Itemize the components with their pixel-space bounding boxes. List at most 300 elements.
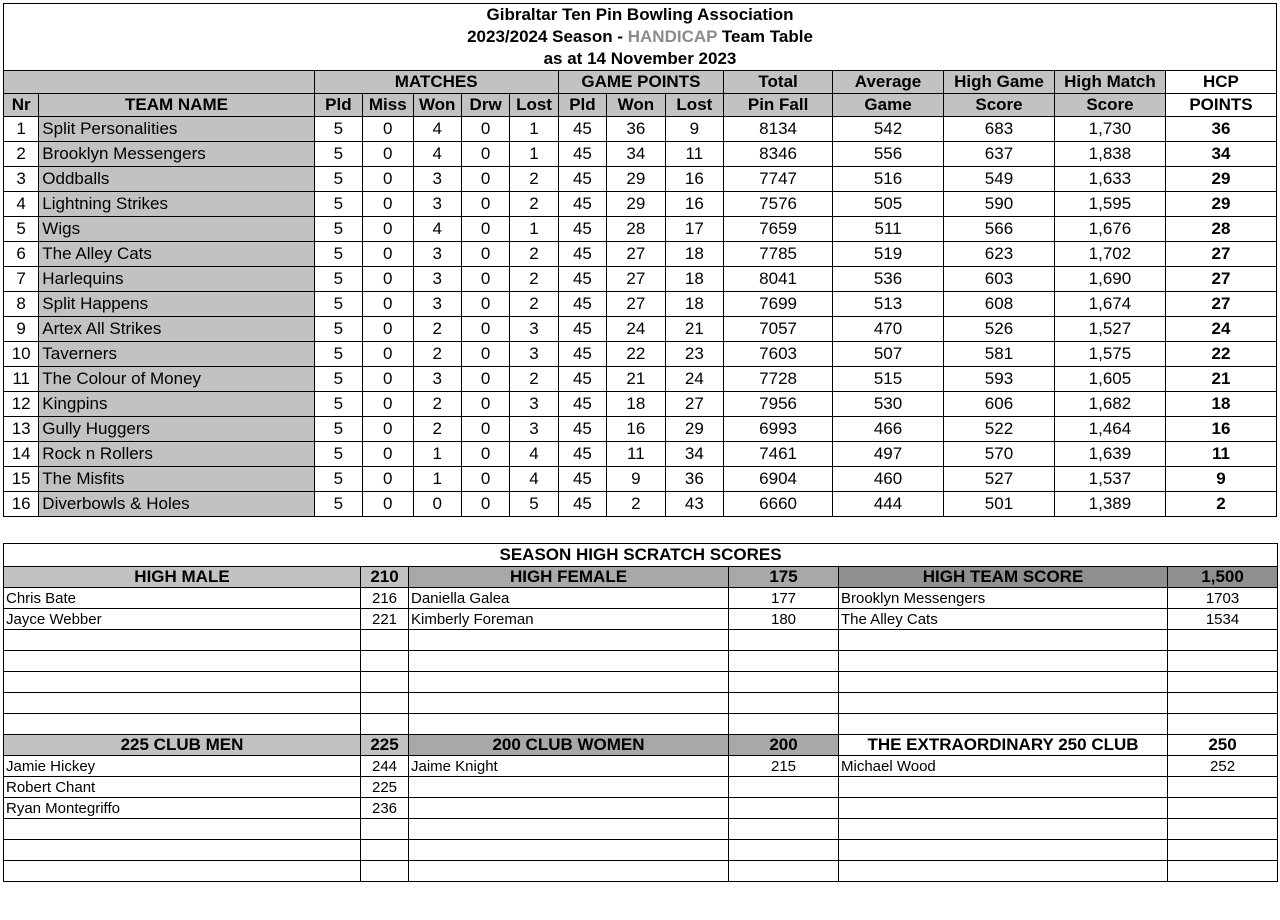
won-cell: 2 — [413, 392, 461, 417]
team-score-cell — [1168, 693, 1278, 714]
female-name-cell: Jaime Knight — [409, 756, 729, 777]
rank-cell: 10 — [4, 342, 39, 367]
team-name-cell — [839, 672, 1168, 693]
rank-cell: 16 — [4, 492, 39, 517]
gp-lost-cell: 23 — [665, 342, 724, 367]
won-cell: 1 — [413, 467, 461, 492]
lost-cell: 2 — [510, 367, 558, 392]
handicap-highlight: HANDICAP — [627, 27, 718, 46]
female-score-cell — [729, 630, 839, 651]
table-row — [4, 242, 1277, 267]
team-name-cell: The Misfits — [39, 467, 314, 492]
team-score-cell — [1168, 840, 1278, 861]
average-cell: 556 — [833, 142, 944, 167]
drw-cell: 0 — [461, 317, 509, 342]
lost-cell: 2 — [510, 267, 558, 292]
hcp-points-cell: 24 — [1165, 317, 1276, 342]
rank-cell: 11 — [4, 367, 39, 392]
team-score-cell — [1168, 672, 1278, 693]
hcp-points-cell: 2 — [1165, 492, 1276, 517]
high-game-cell: 590 — [944, 192, 1055, 217]
drw-cell: 0 — [461, 417, 509, 442]
table-row — [4, 367, 1277, 392]
male-name-cell: Jamie Hickey — [4, 756, 361, 777]
pin-fall-cell: 7785 — [724, 242, 833, 267]
list-item — [4, 630, 1278, 651]
gp-won-cell: 22 — [607, 342, 666, 367]
gp-lost-cell: 9 — [665, 117, 724, 142]
high-match-cell: 1,682 — [1054, 392, 1165, 417]
miss-cell: 0 — [363, 117, 413, 142]
pin-fall-cell: 7728 — [724, 367, 833, 392]
high-team-threshold: 1,500 — [1168, 567, 1278, 588]
lost-cell: 1 — [510, 117, 558, 142]
male-name-cell — [4, 630, 361, 651]
header-total: Total — [724, 71, 833, 94]
list-item — [4, 840, 1278, 861]
header-hcp: HCP — [1165, 71, 1276, 94]
team-name-cell — [839, 861, 1168, 882]
list-item — [4, 777, 1278, 798]
male-score-cell — [361, 630, 409, 651]
team-score-cell: 1703 — [1168, 588, 1278, 609]
scratch-title: SEASON HIGH SCRATCH SCORES — [4, 544, 1278, 567]
average-cell: 511 — [833, 217, 944, 242]
male-score-cell — [361, 693, 409, 714]
high-male-threshold: 210 — [361, 567, 409, 588]
team-name-cell: Oddballs — [39, 167, 314, 192]
team-score-cell — [1168, 861, 1278, 882]
gp-lost-cell: 43 — [665, 492, 724, 517]
male-name-cell — [4, 672, 361, 693]
gp-won-cell: 18 — [607, 392, 666, 417]
header-game: Game — [833, 94, 944, 117]
gp-won-cell: 27 — [607, 292, 666, 317]
rank-cell: 6 — [4, 242, 39, 267]
pld-cell: 5 — [314, 192, 362, 217]
header-nr: Nr — [4, 94, 39, 117]
miss-cell: 0 — [363, 342, 413, 367]
list-item — [4, 714, 1278, 735]
team-name-cell: Lightning Strikes — [39, 192, 314, 217]
average-cell: 513 — [833, 292, 944, 317]
table-row — [4, 142, 1277, 167]
drw-cell: 0 — [461, 367, 509, 392]
gp-lost-cell: 36 — [665, 467, 724, 492]
average-cell: 542 — [833, 117, 944, 142]
gp-pld-cell: 45 — [558, 392, 606, 417]
pld-cell: 5 — [314, 317, 362, 342]
table-title: Gibraltar Ten Pin Bowling Association — [4, 4, 1277, 27]
male-score-cell — [361, 651, 409, 672]
won-cell: 0 — [413, 492, 461, 517]
miss-cell: 0 — [363, 267, 413, 292]
team-name-cell — [839, 651, 1168, 672]
table-row — [4, 192, 1277, 217]
gp-won-cell: 27 — [607, 267, 666, 292]
miss-cell: 0 — [363, 367, 413, 392]
won-cell: 2 — [413, 417, 461, 442]
male-name-cell: Chris Bate — [4, 588, 361, 609]
gp-lost-cell: 16 — [665, 192, 724, 217]
gp-won-cell: 27 — [607, 242, 666, 267]
miss-cell: 0 — [363, 492, 413, 517]
gp-won-cell: 34 — [607, 142, 666, 167]
pld-cell: 5 — [314, 142, 362, 167]
team-score-cell — [1168, 819, 1278, 840]
male-score-cell — [361, 861, 409, 882]
high-match-cell: 1,690 — [1054, 267, 1165, 292]
female-score-cell — [729, 651, 839, 672]
drw-cell: 0 — [461, 167, 509, 192]
table-row — [4, 392, 1277, 417]
gp-lost-cell: 17 — [665, 217, 724, 242]
female-score-cell — [729, 714, 839, 735]
male-name-cell — [4, 840, 361, 861]
miss-cell: 0 — [363, 317, 413, 342]
gp-lost-cell: 18 — [665, 292, 724, 317]
team-score-cell: 1534 — [1168, 609, 1278, 630]
scratch-scores-table — [3, 543, 1278, 882]
high-match-cell: 1,674 — [1054, 292, 1165, 317]
header-score: Score — [944, 94, 1055, 117]
header-pin-fall: Pin Fall — [724, 94, 833, 117]
gp-pld-cell: 45 — [558, 267, 606, 292]
male-name-cell — [4, 651, 361, 672]
hcp-points-cell: 29 — [1165, 167, 1276, 192]
hcp-points-cell: 11 — [1165, 442, 1276, 467]
miss-cell: 0 — [363, 417, 413, 442]
team-name-cell: Split Happens — [39, 292, 314, 317]
female-name-cell — [409, 777, 729, 798]
gp-lost-cell: 21 — [665, 317, 724, 342]
won-cell: 2 — [413, 342, 461, 367]
female-score-cell — [729, 819, 839, 840]
rank-cell: 3 — [4, 167, 39, 192]
high-match-cell: 1,575 — [1054, 342, 1165, 367]
high-match-cell: 1,595 — [1054, 192, 1165, 217]
pld-cell: 5 — [314, 242, 362, 267]
team-score-cell — [1168, 651, 1278, 672]
pin-fall-cell: 7057 — [724, 317, 833, 342]
club-men-header: 225 CLUB MEN — [4, 735, 361, 756]
high-female-threshold: 175 — [729, 567, 839, 588]
hcp-points-cell: 16 — [1165, 417, 1276, 442]
miss-cell: 0 — [363, 142, 413, 167]
male-score-cell: 221 — [361, 609, 409, 630]
team-name-cell — [839, 693, 1168, 714]
drw-cell: 0 — [461, 442, 509, 467]
team-name-cell: The Alley Cats — [839, 609, 1168, 630]
hcp-points-cell: 22 — [1165, 342, 1276, 367]
pin-fall-cell: 6660 — [724, 492, 833, 517]
drw-cell: 0 — [461, 392, 509, 417]
male-name-cell: Jayce Webber — [4, 609, 361, 630]
header-gp-won: Won — [607, 94, 666, 117]
gp-won-cell: 29 — [607, 167, 666, 192]
high-game-cell: 603 — [944, 267, 1055, 292]
header-score-2: Score — [1054, 94, 1165, 117]
header-won: Won — [413, 94, 461, 117]
team-name-cell: The Alley Cats — [39, 242, 314, 267]
drw-cell: 0 — [461, 492, 509, 517]
team-name-cell: Artex All Strikes — [39, 317, 314, 342]
high-match-cell: 1,537 — [1054, 467, 1165, 492]
pld-cell: 5 — [314, 442, 362, 467]
female-name-cell — [409, 840, 729, 861]
pin-fall-cell: 7659 — [724, 217, 833, 242]
female-score-cell — [729, 798, 839, 819]
team-name-cell: Michael Wood — [839, 756, 1168, 777]
won-cell: 3 — [413, 242, 461, 267]
team-name-cell — [839, 777, 1168, 798]
list-item — [4, 672, 1278, 693]
lost-cell: 2 — [510, 292, 558, 317]
female-score-cell — [729, 840, 839, 861]
average-cell: 444 — [833, 492, 944, 517]
average-cell: 536 — [833, 267, 944, 292]
female-score-cell: 215 — [729, 756, 839, 777]
gp-won-cell: 11 — [607, 442, 666, 467]
list-item — [4, 756, 1278, 777]
male-score-cell: 216 — [361, 588, 409, 609]
won-cell: 1 — [413, 442, 461, 467]
pld-cell: 5 — [314, 167, 362, 192]
list-item — [4, 609, 1278, 630]
team-name-cell: Diverbowls & Holes — [39, 492, 314, 517]
gp-lost-cell: 16 — [665, 167, 724, 192]
gp-pld-cell: 45 — [558, 317, 606, 342]
gp-won-cell: 29 — [607, 192, 666, 217]
high-match-cell: 1,464 — [1054, 417, 1165, 442]
male-score-cell: 236 — [361, 798, 409, 819]
lost-cell: 3 — [510, 417, 558, 442]
hcp-points-cell: 27 — [1165, 292, 1276, 317]
club-250-threshold: 250 — [1168, 735, 1278, 756]
header-average: Average — [833, 71, 944, 94]
header-lost: Lost — [510, 94, 558, 117]
pin-fall-cell: 7461 — [724, 442, 833, 467]
male-score-cell: 225 — [361, 777, 409, 798]
rank-cell: 12 — [4, 392, 39, 417]
gp-lost-cell: 27 — [665, 392, 724, 417]
male-name-cell — [4, 693, 361, 714]
hcp-points-cell: 27 — [1165, 242, 1276, 267]
gp-pld-cell: 45 — [558, 467, 606, 492]
team-name-cell: Kingpins — [39, 392, 314, 417]
lost-cell: 2 — [510, 242, 558, 267]
won-cell: 4 — [413, 217, 461, 242]
average-cell: 497 — [833, 442, 944, 467]
team-name-cell: The Colour of Money — [39, 367, 314, 392]
female-score-cell — [729, 672, 839, 693]
rank-cell: 2 — [4, 142, 39, 167]
drw-cell: 0 — [461, 267, 509, 292]
club-men-threshold: 225 — [361, 735, 409, 756]
table-row — [4, 467, 1277, 492]
table-row — [4, 217, 1277, 242]
male-name-cell — [4, 714, 361, 735]
female-name-cell: Kimberly Foreman — [409, 609, 729, 630]
league-table — [3, 3, 1277, 517]
female-name-cell: Daniella Galea — [409, 588, 729, 609]
hcp-points-cell: 36 — [1165, 117, 1276, 142]
pin-fall-cell: 6993 — [724, 417, 833, 442]
header-team-name: TEAM NAME — [39, 94, 314, 117]
list-item — [4, 798, 1278, 819]
pld-cell: 5 — [314, 392, 362, 417]
gp-won-cell: 21 — [607, 367, 666, 392]
gp-won-cell: 28 — [607, 217, 666, 242]
rank-cell: 7 — [4, 267, 39, 292]
gp-pld-cell: 45 — [558, 242, 606, 267]
team-name-cell: Rock n Rollers — [39, 442, 314, 467]
table-row — [4, 342, 1277, 367]
hcp-points-cell: 34 — [1165, 142, 1276, 167]
team-name-cell — [839, 630, 1168, 651]
gp-pld-cell: 45 — [558, 142, 606, 167]
table-row — [4, 267, 1277, 292]
lost-cell: 3 — [510, 342, 558, 367]
drw-cell: 0 — [461, 217, 509, 242]
high-game-cell: 593 — [944, 367, 1055, 392]
male-score-cell — [361, 714, 409, 735]
miss-cell: 0 — [363, 242, 413, 267]
header-spacer — [4, 71, 315, 94]
gp-won-cell: 16 — [607, 417, 666, 442]
table-row — [4, 117, 1277, 142]
as-at-date: as at 14 November 2023 — [4, 48, 1277, 71]
gp-lost-cell: 24 — [665, 367, 724, 392]
lost-cell: 2 — [510, 192, 558, 217]
table-row — [4, 167, 1277, 192]
pin-fall-cell: 7699 — [724, 292, 833, 317]
average-cell: 516 — [833, 167, 944, 192]
average-cell: 466 — [833, 417, 944, 442]
gp-pld-cell: 45 — [558, 167, 606, 192]
average-cell: 505 — [833, 192, 944, 217]
lost-cell: 3 — [510, 317, 558, 342]
female-score-cell — [729, 861, 839, 882]
lost-cell: 2 — [510, 167, 558, 192]
female-name-cell — [409, 798, 729, 819]
average-cell: 519 — [833, 242, 944, 267]
rank-cell: 15 — [4, 467, 39, 492]
male-score-cell: 244 — [361, 756, 409, 777]
club-women-threshold: 200 — [729, 735, 839, 756]
female-name-cell — [409, 672, 729, 693]
male-score-cell — [361, 840, 409, 861]
average-cell: 460 — [833, 467, 944, 492]
rank-cell: 9 — [4, 317, 39, 342]
female-score-cell: 177 — [729, 588, 839, 609]
hcp-points-cell: 9 — [1165, 467, 1276, 492]
high-game-cell: 608 — [944, 292, 1055, 317]
pld-cell: 5 — [314, 367, 362, 392]
hcp-points-cell: 27 — [1165, 267, 1276, 292]
drw-cell: 0 — [461, 342, 509, 367]
drw-cell: 0 — [461, 467, 509, 492]
list-item — [4, 588, 1278, 609]
hcp-points-cell: 18 — [1165, 392, 1276, 417]
female-name-cell — [409, 693, 729, 714]
pld-cell: 5 — [314, 267, 362, 292]
female-name-cell — [409, 714, 729, 735]
gp-pld-cell: 45 — [558, 117, 606, 142]
gp-pld-cell: 45 — [558, 217, 606, 242]
male-name-cell — [4, 861, 361, 882]
rank-cell: 4 — [4, 192, 39, 217]
high-game-cell: 566 — [944, 217, 1055, 242]
male-name-cell: Robert Chant — [4, 777, 361, 798]
male-score-cell — [361, 672, 409, 693]
rank-cell: 1 — [4, 117, 39, 142]
high-game-cell: 501 — [944, 492, 1055, 517]
high-game-cell: 581 — [944, 342, 1055, 367]
hcp-points-cell: 29 — [1165, 192, 1276, 217]
drw-cell: 0 — [461, 192, 509, 217]
won-cell: 3 — [413, 367, 461, 392]
pin-fall-cell: 7956 — [724, 392, 833, 417]
high-match-cell: 1,605 — [1054, 367, 1165, 392]
high-match-cell: 1,389 — [1054, 492, 1165, 517]
won-cell: 3 — [413, 292, 461, 317]
gp-lost-cell: 34 — [665, 442, 724, 467]
season-subtitle: 2023/2024 Season - HANDICAP Team Table — [4, 26, 1277, 48]
female-score-cell — [729, 777, 839, 798]
won-cell: 3 — [413, 192, 461, 217]
gp-lost-cell: 18 — [665, 267, 724, 292]
team-name-cell — [839, 840, 1168, 861]
pin-fall-cell: 7603 — [724, 342, 833, 367]
pin-fall-cell: 8346 — [724, 142, 833, 167]
won-cell: 3 — [413, 167, 461, 192]
list-item — [4, 861, 1278, 882]
pin-fall-cell: 7576 — [724, 192, 833, 217]
header-high-match: High Match — [1054, 71, 1165, 94]
header-pld: Pld — [314, 94, 362, 117]
female-score-cell: 180 — [729, 609, 839, 630]
header-high-game: High Game — [944, 71, 1055, 94]
gp-pld-cell: 45 — [558, 292, 606, 317]
female-name-cell — [409, 630, 729, 651]
team-name-cell — [839, 798, 1168, 819]
gp-lost-cell: 18 — [665, 242, 724, 267]
hcp-points-cell: 21 — [1165, 367, 1276, 392]
team-name-cell: Wigs — [39, 217, 314, 242]
high-game-cell: 637 — [944, 142, 1055, 167]
table-row — [4, 492, 1277, 517]
drw-cell: 0 — [461, 242, 509, 267]
high-game-cell: 549 — [944, 167, 1055, 192]
header-points: POINTS — [1165, 94, 1276, 117]
list-item — [4, 819, 1278, 840]
gp-won-cell: 9 — [607, 467, 666, 492]
miss-cell: 0 — [363, 167, 413, 192]
drw-cell: 0 — [461, 292, 509, 317]
pld-cell: 5 — [314, 467, 362, 492]
table-row — [4, 417, 1277, 442]
gp-lost-cell: 11 — [665, 142, 724, 167]
header-gp-pld: Pld — [558, 94, 606, 117]
table-row — [4, 292, 1277, 317]
high-match-cell: 1,527 — [1054, 317, 1165, 342]
team-name-cell: Harlequins — [39, 267, 314, 292]
list-item — [4, 693, 1278, 714]
lost-cell: 4 — [510, 467, 558, 492]
miss-cell: 0 — [363, 442, 413, 467]
female-score-cell — [729, 693, 839, 714]
